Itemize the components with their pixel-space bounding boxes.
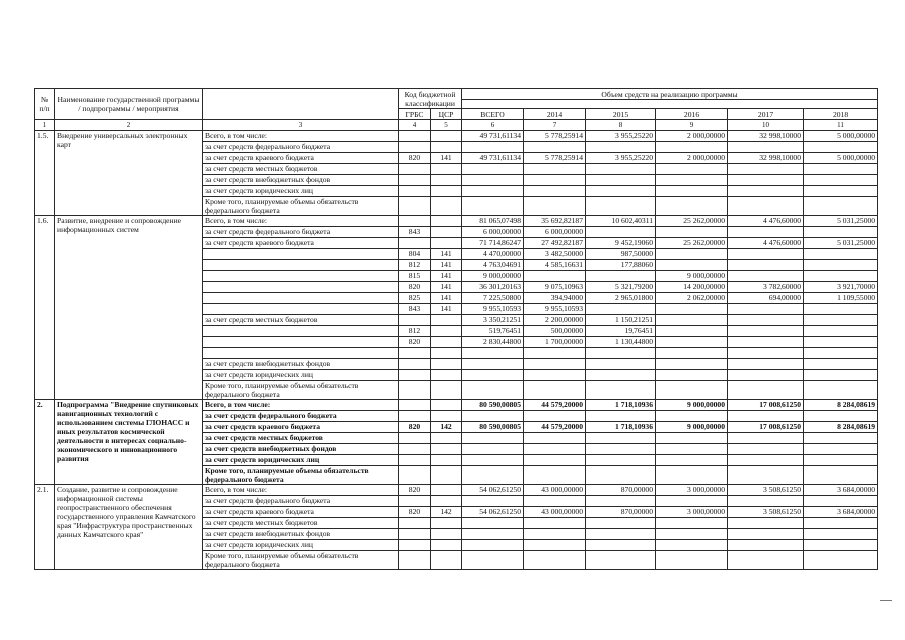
grbs-cell: 804 xyxy=(399,249,431,260)
value-cell: 19,76451 xyxy=(586,326,656,337)
value-cell: 870,00000 xyxy=(586,507,656,518)
grbs-cell: 820 xyxy=(399,153,431,164)
value-cell: 987,50000 xyxy=(586,249,656,260)
row-num: 1.6. xyxy=(35,216,55,400)
value-cell: 27 492,82187 xyxy=(524,238,586,249)
value-cell: 3 000,00000 xyxy=(656,507,728,518)
csr-cell: 141 xyxy=(431,153,462,164)
value-cell: 71 714,86247 xyxy=(462,238,524,249)
value-cell: 2 000,00000 xyxy=(656,131,728,142)
value-cell: 32 998,10000 xyxy=(728,131,804,142)
value-cell: 54 062,61250 xyxy=(462,485,524,496)
value-cell: 394,94000 xyxy=(524,293,586,304)
value-cell: 3 684,00000 xyxy=(804,485,878,496)
source-label: за счет средств юридических лиц xyxy=(203,455,399,466)
header-volume: Объем средств на реализацию программы xyxy=(462,89,878,100)
header-year: 2017 xyxy=(728,109,804,120)
value-cell: 8 284,08619 xyxy=(804,422,878,433)
csr-cell: 141 xyxy=(431,293,462,304)
value-cell: 7 225,50800 xyxy=(462,293,524,304)
col-number: 7 xyxy=(524,120,586,131)
value-cell: 3 955,25220 xyxy=(586,131,656,142)
header-year: 2014 xyxy=(524,109,586,120)
csr-cell: 141 xyxy=(431,282,462,293)
value-cell: 5 321,79200 xyxy=(586,282,656,293)
value-cell: 54 062,61250 xyxy=(462,507,524,518)
value-cell: 5 000,00000 xyxy=(804,131,878,142)
value-cell: 2 830,44800 xyxy=(462,337,524,348)
row-num: 2.1. xyxy=(35,485,55,570)
value-cell: 4 763,04691 xyxy=(462,260,524,271)
value-cell: 1 718,10936 xyxy=(586,400,656,411)
value-cell: 81 065,07498 xyxy=(462,216,524,227)
source-label: за счет средств краевого бюджета xyxy=(203,153,399,164)
value-cell: 14 200,00000 xyxy=(656,282,728,293)
value-cell: 870,00000 xyxy=(586,485,656,496)
grbs-cell: 825 xyxy=(399,293,431,304)
source-label: Кроме того, планируемые объемы обязательств федерального бюджета xyxy=(203,551,399,570)
value-cell: 9 000,00000 xyxy=(656,271,728,282)
budget-table xyxy=(34,88,878,570)
value-cell: 2 000,00000 xyxy=(656,153,728,164)
row-name: Развитие, внедрение и сопровождение информационных систем xyxy=(55,216,203,400)
source-label: за счет средств федерального бюджета xyxy=(203,227,399,238)
source-label: Всего, в том числе: xyxy=(203,400,399,411)
col-number: 6 xyxy=(462,120,524,131)
col-number: 10 xyxy=(728,120,804,131)
csr-cell: 142 xyxy=(431,507,462,518)
csr-cell: 141 xyxy=(431,249,462,260)
csr-cell: 142 xyxy=(431,422,462,433)
value-cell: 3 482,50000 xyxy=(524,249,586,260)
value-cell: 32 998,10000 xyxy=(728,153,804,164)
csr-cell: 141 xyxy=(431,271,462,282)
header-year: 2016 xyxy=(656,109,728,120)
source-label: Кроме того, планируемые объемы обязательств федерального бюджета xyxy=(203,197,399,216)
value-cell: 49 731,61134 xyxy=(462,131,524,142)
header-total: ВСЕГО xyxy=(462,109,524,120)
grbs-cell: 812 xyxy=(399,326,431,337)
col-number: 11 xyxy=(804,120,878,131)
value-cell: 8 284,08619 xyxy=(804,400,878,411)
source-label: за счет средств внебюджетных фондов xyxy=(203,175,399,186)
value-cell: 2 200,00000 xyxy=(524,315,586,326)
value-cell: 519,76451 xyxy=(462,326,524,337)
grbs-cell: 820 xyxy=(399,337,431,348)
source-label: за счет средств внебюджетных фондов xyxy=(203,529,399,540)
source-label: за счет средств внебюджетных фондов xyxy=(203,359,399,370)
row-num: 1.5. xyxy=(35,131,55,216)
grbs-cell: 820 xyxy=(399,507,431,518)
source-label: за счет средств местных бюджетов xyxy=(203,315,399,326)
grbs-cell: 812 xyxy=(399,260,431,271)
value-cell: 4 476,60000 xyxy=(728,238,804,249)
header-grbs: ГРБС xyxy=(399,109,431,120)
header-spacer xyxy=(462,100,878,109)
source-label: за счет средств внебюджетных фондов xyxy=(203,444,399,455)
value-cell: 43 000,00000 xyxy=(524,485,586,496)
source-label: Кроме того, планируемые объемы обязательств федерального бюджета xyxy=(203,466,399,485)
row-name: Внедрение универсальных электронных карт xyxy=(55,131,203,216)
value-cell: 5 000,00000 xyxy=(804,153,878,164)
grbs-cell: 820 xyxy=(399,282,431,293)
grbs-cell: 843 xyxy=(399,304,431,315)
column-number-row xyxy=(35,120,878,131)
value-cell: 3 955,25220 xyxy=(586,153,656,164)
value-cell: 44 579,20000 xyxy=(524,400,586,411)
col-number: 3 xyxy=(203,120,399,131)
value-cell: 2 062,00000 xyxy=(656,293,728,304)
table-row xyxy=(35,131,878,142)
source-label: за счет средств краевого бюджета xyxy=(203,507,399,518)
source-label: за счет средств местных бюджетов xyxy=(203,433,399,444)
value-cell: 2 965,01800 xyxy=(586,293,656,304)
value-cell: 1 718,10936 xyxy=(586,422,656,433)
header-name: Наименование государственной программы / подпрограммы / мероприятия xyxy=(55,89,203,120)
value-cell: 3 350,21251 xyxy=(462,315,524,326)
value-cell: 694,00000 xyxy=(728,293,804,304)
value-cell: 10 602,40311 xyxy=(586,216,656,227)
value-cell: 9 000,00000 xyxy=(462,271,524,282)
source-label: за счет средств федерального бюджета xyxy=(203,496,399,507)
col-number: 8 xyxy=(586,120,656,131)
value-cell: 6 000,00000 xyxy=(524,227,586,238)
source-label: за счет средств местных бюджетов xyxy=(203,518,399,529)
source-label: за счет средств юридических лиц xyxy=(203,186,399,197)
value-cell: 4 476,60000 xyxy=(728,216,804,227)
header-blank xyxy=(203,89,399,120)
value-cell: 1 130,44800 xyxy=(586,337,656,348)
col-number: 5 xyxy=(431,120,462,131)
table-row xyxy=(35,400,878,411)
value-cell: 43 000,00000 xyxy=(524,507,586,518)
value-cell: 9 955,10593 xyxy=(524,304,586,315)
grbs-cell: 820 xyxy=(399,485,431,496)
header-num: № п/п xyxy=(35,89,55,120)
source-label: Всего, в том числе: xyxy=(203,131,399,142)
value-cell: 36 301,20163 xyxy=(462,282,524,293)
value-cell: 1 150,21251 xyxy=(586,315,656,326)
value-cell: 9 955,10593 xyxy=(462,304,524,315)
value-cell: 17 008,61250 xyxy=(728,400,804,411)
value-cell: 3 921,70000 xyxy=(804,282,878,293)
value-cell: 3 684,00000 xyxy=(804,507,878,518)
value-cell: 3 508,61250 xyxy=(728,485,804,496)
value-cell: 5 778,25914 xyxy=(524,153,586,164)
row-num: 2. xyxy=(35,400,55,485)
header-year: 2015 xyxy=(586,109,656,120)
value-cell: 5 031,25000 xyxy=(804,216,878,227)
grbs-cell: 843 xyxy=(399,227,431,238)
value-cell: 9 000,00000 xyxy=(656,422,728,433)
header-csr: ЦСР xyxy=(431,109,462,120)
header-code: Код бюджетной классификации xyxy=(399,89,462,109)
value-cell: 1 700,00000 xyxy=(524,337,586,348)
value-cell: 5 031,25000 xyxy=(804,238,878,249)
source-label: за счет средств юридических лиц xyxy=(203,370,399,381)
value-cell: 9 075,10963 xyxy=(524,282,586,293)
table-row xyxy=(35,216,878,227)
value-cell: 177,88060 xyxy=(586,260,656,271)
value-cell: 3 000,00000 xyxy=(656,485,728,496)
csr-cell: 141 xyxy=(431,260,462,271)
value-cell: 5 778,25914 xyxy=(524,131,586,142)
col-number: 2 xyxy=(55,120,203,131)
value-cell: 80 590,00805 xyxy=(462,422,524,433)
value-cell: 9 452,19060 xyxy=(586,238,656,249)
value-cell: 3 508,61250 xyxy=(728,507,804,518)
value-cell: 1 109,55000 xyxy=(804,293,878,304)
value-cell: 17 008,61250 xyxy=(728,422,804,433)
value-cell: 4 585,16631 xyxy=(524,260,586,271)
value-cell: 4 470,00000 xyxy=(462,249,524,260)
table-row xyxy=(35,485,878,496)
row-name: Создание, развитие и сопровождение информационной системы геопространственного обеспечения государственного управления Камчатского края "Инфраструктура пространственных данных Камчатского края" xyxy=(55,485,203,570)
value-cell: 49 731,61134 xyxy=(462,153,524,164)
csr-cell: 141 xyxy=(431,304,462,315)
col-number: 9 xyxy=(656,120,728,131)
header-year: 2018 xyxy=(804,109,878,120)
value-cell: 3 782,60000 xyxy=(728,282,804,293)
value-cell: 9 000,00000 xyxy=(656,400,728,411)
col-number: 4 xyxy=(399,120,431,131)
source-label: Всего, в том числе: xyxy=(203,216,399,227)
value-cell: 80 590,00805 xyxy=(462,400,524,411)
value-cell: 35 692,82187 xyxy=(524,216,586,227)
grbs-cell: 815 xyxy=(399,271,431,282)
grbs-cell: 820 xyxy=(399,422,431,433)
scan-mark xyxy=(880,600,892,601)
value-cell: 500,00000 xyxy=(524,326,586,337)
value-cell: 6 000,00000 xyxy=(462,227,524,238)
source-label: за счет средств краевого бюджета xyxy=(203,422,399,433)
row-name: Подпрограмма "Внедрение спутниковых навигационных технологий с использованием системы ГЛОНАСС и иных результатов космической деятельности в интересах социально-экономического и инновационного развития xyxy=(55,400,203,485)
source-label: за счет средств местных бюджетов xyxy=(203,164,399,175)
source-label: за счет средств федерального бюджета xyxy=(203,411,399,422)
col-number: 1 xyxy=(35,120,55,131)
source-label: Всего, в том числе: xyxy=(203,485,399,496)
source-label: за счет средств федерального бюджета xyxy=(203,142,399,153)
value-cell: 25 262,00000 xyxy=(656,238,728,249)
source-label: за счет средств краевого бюджета xyxy=(203,238,399,249)
value-cell: 25 262,00000 xyxy=(656,216,728,227)
source-label: Кроме того, планируемые объемы обязательств федерального бюджета xyxy=(203,381,399,400)
table-header-row xyxy=(35,89,878,100)
value-cell: 44 579,20000 xyxy=(524,422,586,433)
source-label: за счет средств юридических лиц xyxy=(203,540,399,551)
